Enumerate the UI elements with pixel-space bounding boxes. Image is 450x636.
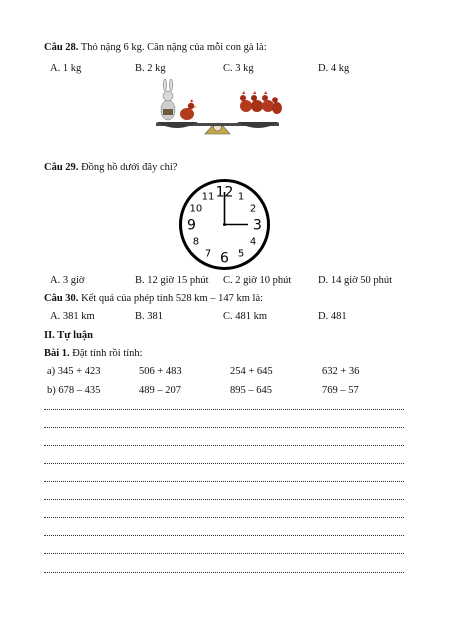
q28-option-c[interactable]: C. 3 kg — [223, 63, 254, 74]
answer-line[interactable] — [44, 427, 404, 428]
balance-scale-illustration — [150, 76, 285, 138]
question-28-text: Thỏ nặng 6 kg. Cân nặng của mỗi con gà là: — [80, 42, 267, 53]
clock-number-3: 3 — [253, 217, 262, 234]
q28-option-b[interactable]: B. 2 kg — [135, 63, 166, 74]
q30-option-a[interactable]: A. 381 km — [50, 311, 95, 322]
row-b-item-2: 489 – 207 — [139, 385, 181, 396]
question-30 — [44, 293, 263, 304]
clock-number-12: 12 — [215, 184, 234, 201]
clock-number-1: 1 — [237, 191, 245, 203]
answer-line[interactable] — [44, 535, 404, 536]
question-28-label: Câu 28. — [44, 42, 79, 53]
answer-line[interactable] — [44, 499, 404, 500]
answer-line[interactable] — [44, 481, 404, 482]
rabbit-icon — [161, 79, 175, 120]
clock-number-8: 8 — [192, 236, 200, 248]
row-b-item-3: 895 – 645 — [230, 385, 272, 396]
row-a-item-3: 254 + 645 — [230, 366, 273, 377]
clock-number-10: 10 — [189, 203, 203, 215]
q29-option-b[interactable]: B. 12 giờ 15 phút — [135, 275, 209, 286]
question-30-text: Kết quả của phép tính 528 km – 147 km là: — [81, 293, 264, 304]
answer-line[interactable] — [44, 409, 404, 410]
exercise-1-label: Bài 1. — [44, 348, 70, 359]
q28-option-d[interactable]: D. 4 kg — [318, 63, 350, 74]
q29-option-d[interactable]: D. 14 giờ 50 phút — [318, 275, 393, 286]
row-a-item-2: 506 + 483 — [139, 366, 182, 377]
exercise-1-text: Đặt tính rồi tính: — [72, 348, 143, 359]
clock-number-5: 5 — [237, 248, 245, 260]
answer-line[interactable] — [44, 572, 404, 573]
answer-line[interactable] — [44, 553, 404, 554]
clock-number-11: 11 — [201, 191, 215, 203]
exercise-1 — [44, 348, 143, 359]
answer-line[interactable] — [44, 463, 404, 464]
chicken-icon — [180, 99, 197, 120]
q30-option-c[interactable]: C. 481 km — [223, 311, 268, 322]
question-29-label: Câu 29. — [44, 162, 79, 173]
clock-number-2: 2 — [249, 203, 257, 215]
answer-line[interactable] — [44, 445, 404, 446]
clock-number-9: 9 — [187, 217, 196, 234]
row-a-item-1: a) 345 + 423 — [47, 366, 101, 377]
q29-option-a[interactable]: A. 3 giờ — [50, 275, 85, 286]
clock-number-4: 4 — [249, 236, 257, 248]
question-28 — [44, 42, 267, 53]
q29-option-c[interactable]: C. 2 giờ 10 phút — [223, 275, 292, 286]
row-b-item-4: 769 – 57 — [322, 385, 359, 396]
question-29 — [44, 162, 177, 173]
row-a-item-4: 632 + 36 — [322, 366, 360, 377]
section-title: II. Tự luận — [44, 330, 94, 341]
question-29-text: Đồng hồ dưới đây chỉ? — [81, 162, 178, 173]
question-30-label: Câu 30. — [44, 293, 79, 304]
q30-option-d[interactable]: D. 481 — [318, 311, 347, 322]
row-b-item-1: b) 678 – 435 — [47, 385, 101, 396]
q30-option-b[interactable]: B. 381 — [135, 311, 164, 322]
clock-number-6: 6 — [220, 250, 229, 267]
answer-line[interactable] — [44, 517, 404, 518]
chickens-group-icon — [240, 91, 282, 114]
clock-number-7: 7 — [204, 248, 212, 260]
clock-face — [178, 178, 271, 271]
q28-option-a[interactable]: A. 1 kg — [50, 63, 82, 74]
